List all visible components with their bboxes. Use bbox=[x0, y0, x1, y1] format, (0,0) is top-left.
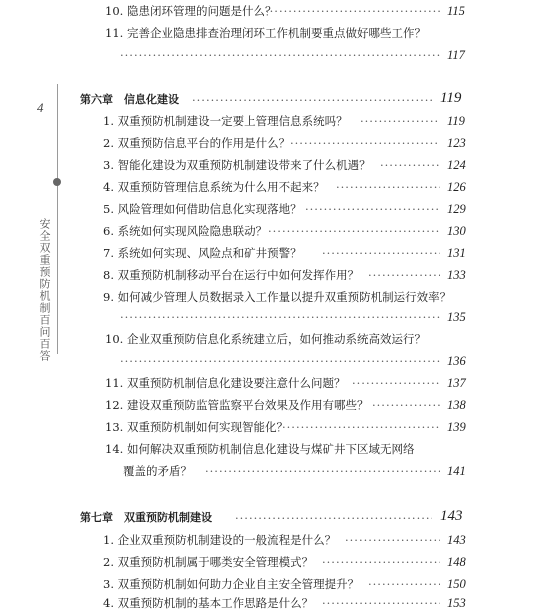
toc-entry-row bbox=[0, 575, 544, 593]
toc-entry-row bbox=[0, 200, 544, 218]
toc-page-number: 119 bbox=[440, 90, 462, 106]
toc-entry-title: 2. 双重预防信息平台的作用是什么？ bbox=[103, 136, 291, 150]
toc-entry-row bbox=[0, 440, 544, 458]
toc-page-number: 117 bbox=[447, 48, 465, 62]
toc-entry-row bbox=[0, 288, 544, 306]
toc-page-number: 153 bbox=[447, 596, 466, 610]
toc-entry-row bbox=[0, 244, 544, 262]
dot-leader bbox=[282, 418, 440, 436]
toc-page-number: 133 bbox=[447, 268, 466, 282]
toc-entry-row bbox=[0, 553, 544, 571]
toc-entry-row bbox=[0, 462, 544, 480]
toc-page-number: 124 bbox=[447, 158, 466, 172]
dot-leader bbox=[345, 531, 440, 549]
toc-entry-title: 3. 双重预防机制如何助力企业自主安全管理提升？ bbox=[103, 577, 360, 591]
dot-leader bbox=[268, 222, 440, 240]
toc-entry-title: 13. 双重预防机制如何实现智能化？ bbox=[105, 420, 288, 434]
toc-entry-title: 7. 系统如何实现、风险点和矿井预警？ bbox=[103, 246, 302, 260]
toc-entry-title: 覆盖的矛盾？ bbox=[123, 464, 192, 478]
toc-page-number: 138 bbox=[447, 398, 466, 412]
dot-leader bbox=[322, 244, 440, 262]
toc-page-number: 135 bbox=[447, 310, 466, 324]
toc-entry-row bbox=[0, 330, 544, 348]
dot-leader bbox=[120, 46, 440, 64]
toc-entry-title: 4. 双重预防机制的基本工作思路是什么？ bbox=[103, 596, 314, 610]
dot-leader bbox=[265, 2, 440, 20]
toc-entry-title: 3. 智能化建设为双重预防机制建设带来了什么机遇？ bbox=[103, 158, 371, 172]
toc-entry-row bbox=[0, 418, 544, 436]
dot-leader bbox=[372, 396, 440, 414]
toc-entry-row bbox=[0, 222, 544, 240]
toc-entry-title: 12. 建设双重预防监管监察平台效果及作用有哪些？ bbox=[105, 398, 369, 412]
toc-entry-row bbox=[0, 24, 544, 42]
dot-leader bbox=[322, 594, 440, 612]
dot-leader bbox=[336, 178, 440, 196]
toc-entry-row bbox=[0, 594, 544, 612]
toc-page-number: 126 bbox=[447, 180, 466, 194]
dot-leader bbox=[305, 200, 440, 218]
toc-chapter-row bbox=[0, 509, 544, 527]
dot-leader bbox=[120, 308, 440, 326]
toc-entry-row bbox=[0, 46, 544, 64]
dot-leader bbox=[322, 553, 440, 571]
toc-page-number: 150 bbox=[447, 577, 466, 591]
toc-page-number: 115 bbox=[447, 4, 465, 18]
dot-leader bbox=[120, 352, 440, 370]
dot-leader bbox=[235, 509, 432, 527]
dot-leader bbox=[192, 91, 432, 109]
page-number: 4 bbox=[37, 100, 44, 115]
toc-page-number: 141 bbox=[447, 464, 466, 478]
toc-entry-title: 4. 双重预防管理信息系统为什么用不起来？ bbox=[103, 180, 325, 194]
dot-leader bbox=[368, 575, 440, 593]
chapter-title: 第六章 信息化建设 bbox=[80, 93, 179, 106]
toc-entry-row bbox=[0, 112, 544, 130]
toc-entry-title: 11. 双重预防机制信息化建设要注意什么问题？ bbox=[105, 376, 346, 390]
toc-entry-row bbox=[0, 178, 544, 196]
toc-entry-title: 11. 完善企业隐患排查治理闭环工作机制要重点做好哪些工作？ bbox=[105, 26, 426, 40]
book-title-vertical: 安全双重预防机制百问百答 bbox=[38, 218, 51, 362]
toc-entry-title: 5. 风险管理如何借助信息化实现落地？ bbox=[103, 202, 302, 216]
toc-entry-row bbox=[0, 266, 544, 284]
toc-page-number: 130 bbox=[447, 224, 466, 238]
toc-entry-row bbox=[0, 374, 544, 392]
toc-entry-title: 2. 双重预防机制属于哪类安全管理模式？ bbox=[103, 555, 314, 569]
toc-entry-title: 9. 如何减少管理人员数据录入工作量以提升双重预防机制运行效率？ bbox=[103, 290, 452, 304]
toc-entry-row bbox=[0, 308, 544, 326]
toc-entry-row bbox=[0, 531, 544, 549]
toc-page-number: 123 bbox=[447, 136, 466, 150]
toc-page-number: 143 bbox=[447, 533, 466, 547]
toc-entry-row bbox=[0, 156, 544, 174]
toc-entry-title: 8. 双重预防机制移动平台在运行中如何发挥作用？ bbox=[103, 268, 360, 282]
toc-entry-row bbox=[0, 396, 544, 414]
toc-page-number: 129 bbox=[447, 202, 466, 216]
dot-leader bbox=[380, 156, 440, 174]
toc-entry-title: 10. 企业双重预防信息化系统建立后，如何推动系统高效运行？ bbox=[105, 332, 426, 346]
chapter-title: 第七章 双重预防机制建设 bbox=[80, 511, 212, 524]
toc-page-number: 131 bbox=[447, 246, 466, 260]
toc-page-number: 148 bbox=[447, 555, 466, 569]
dot-leader bbox=[352, 374, 440, 392]
toc-page-number: 143 bbox=[440, 508, 463, 524]
toc-page-number: 136 bbox=[447, 354, 466, 368]
toc-page-number: 139 bbox=[447, 420, 466, 434]
dot-leader bbox=[290, 134, 440, 152]
toc-entry-row bbox=[0, 352, 544, 370]
toc-page-number: 137 bbox=[447, 376, 466, 390]
toc-entry-title: 6. 系统如何实现风险隐患联动？ bbox=[103, 224, 268, 238]
toc-entry-title: 1. 双重预防机制建设一定要上管理信息系统吗？ bbox=[103, 114, 348, 128]
dot-leader bbox=[205, 462, 440, 480]
toc-chapter-row bbox=[0, 91, 544, 109]
toc-entry-title: 10. 隐患闭环管理的问题是什么？ bbox=[105, 4, 277, 18]
dot-leader bbox=[360, 112, 440, 130]
toc-entry-row bbox=[0, 2, 544, 20]
toc-page-number: 119 bbox=[447, 114, 465, 128]
toc-entry-row bbox=[0, 134, 544, 152]
toc-entry-title: 1. 企业双重预防机制建设的一般流程是什么？ bbox=[103, 533, 337, 547]
dot-leader bbox=[368, 266, 440, 284]
toc-entry-title: 14. 如何解决双重预防机制信息化建设与煤矿井下区域无网络 bbox=[105, 442, 415, 456]
